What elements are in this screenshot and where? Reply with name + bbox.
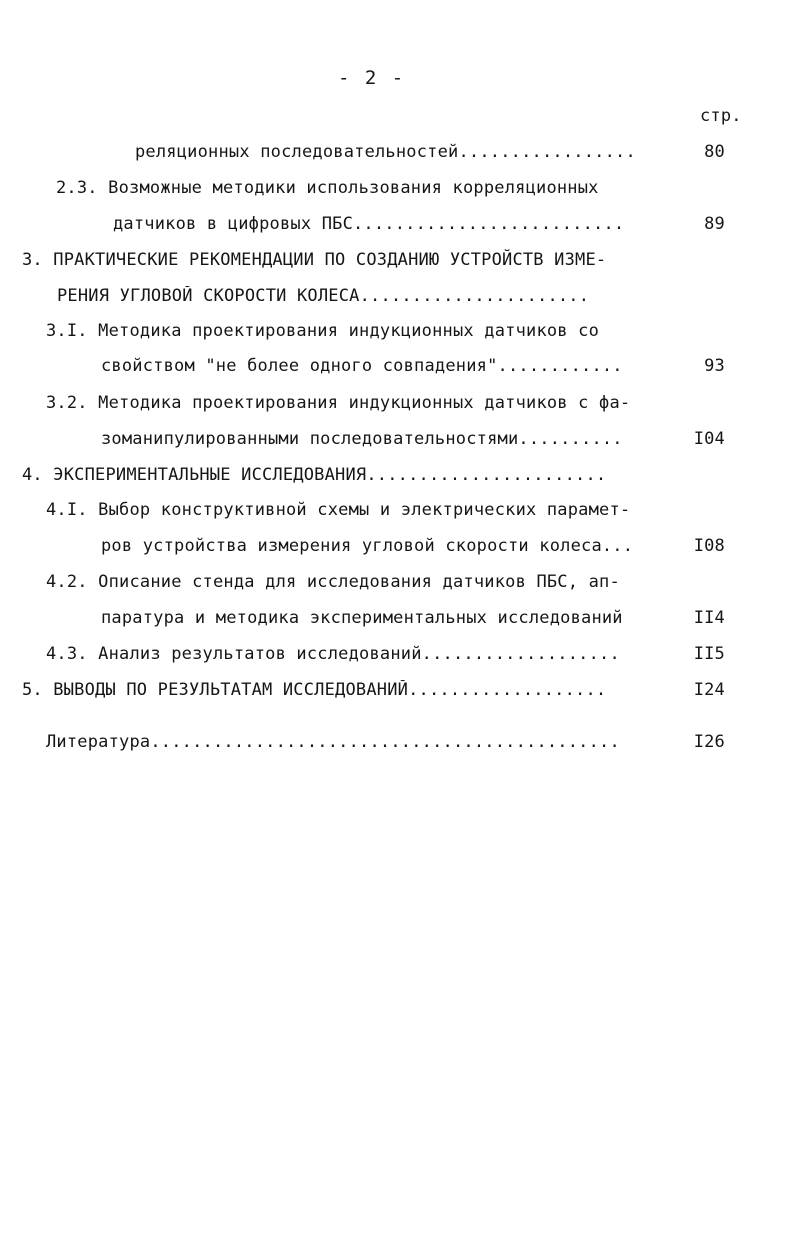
toc-entry-text: Литература.............................................	[46, 732, 620, 752]
toc-entry-page: II4	[693, 608, 725, 628]
toc-entry-text: 3. ПРАКТИЧЕСКИЕ РЕКОМЕНДАЦИИ ПО СОЗДАНИЮ УСТРОЙСТВ ИЗМЕ-	[22, 250, 607, 270]
toc-entry-text: 4.3. Анализ результатов исследований...................	[46, 644, 620, 664]
toc-entry-page: I08	[693, 536, 725, 556]
page-number: - 2 -	[338, 67, 406, 89]
toc-entry-text: 4. ЭКСПЕРИМЕНТАЛЬНЫЕ ИССЛЕДОВАНИЯ.......................	[22, 465, 607, 485]
toc-entry-text: ров устройства измерения угловой скорости колеса...	[101, 536, 634, 556]
toc-entry-text: реляционных последовательностей.................	[135, 142, 636, 162]
toc-entry-text: 4.I. Выбор конструктивной схемы и электрических парамет-	[46, 500, 631, 520]
toc-entry-page: I26	[693, 732, 725, 752]
toc-entry-page: 80	[704, 142, 725, 162]
toc-entry-text: датчиков в цифровых ПБС..........................	[113, 214, 625, 234]
toc-entry-text: 2.3. Возможные методики использования корреляционных	[56, 178, 599, 198]
toc-entry-text: 5. ВЫВОДЫ ПО РЕЗУЛЬТАТАМ ИССЛЕДОВАНИЙ...................	[22, 680, 607, 700]
toc-entry-page: 93	[704, 356, 725, 376]
toc-entry-text: паратура и методика экспериментальных исследований	[101, 608, 623, 628]
toc-entry-text: зоманипулированными последовательностями..........	[101, 429, 623, 449]
toc-entry-page: II5	[693, 644, 725, 664]
toc-entry-text: 3.I. Методика проектирования индукционных датчиков со	[46, 321, 600, 341]
toc-entry-page: I24	[693, 680, 725, 700]
page-column-header: стр.	[700, 106, 742, 126]
toc-entry-text: РЕНИЯ УГЛОВОЙ СКОРОСТИ КОЛЕСА......................	[57, 286, 590, 306]
toc-entry-text: 4.2. Описание стенда для исследования датчиков ПБС, ап-	[46, 572, 620, 592]
toc-entry-text: 3.2. Методика проектирования индукционных датчиков с фа-	[46, 393, 631, 413]
toc-entry-text: свойством "не более одного совпадения"............	[101, 356, 623, 376]
toc-entry-page: I04	[693, 429, 725, 449]
toc-entry-page: 89	[704, 214, 725, 234]
